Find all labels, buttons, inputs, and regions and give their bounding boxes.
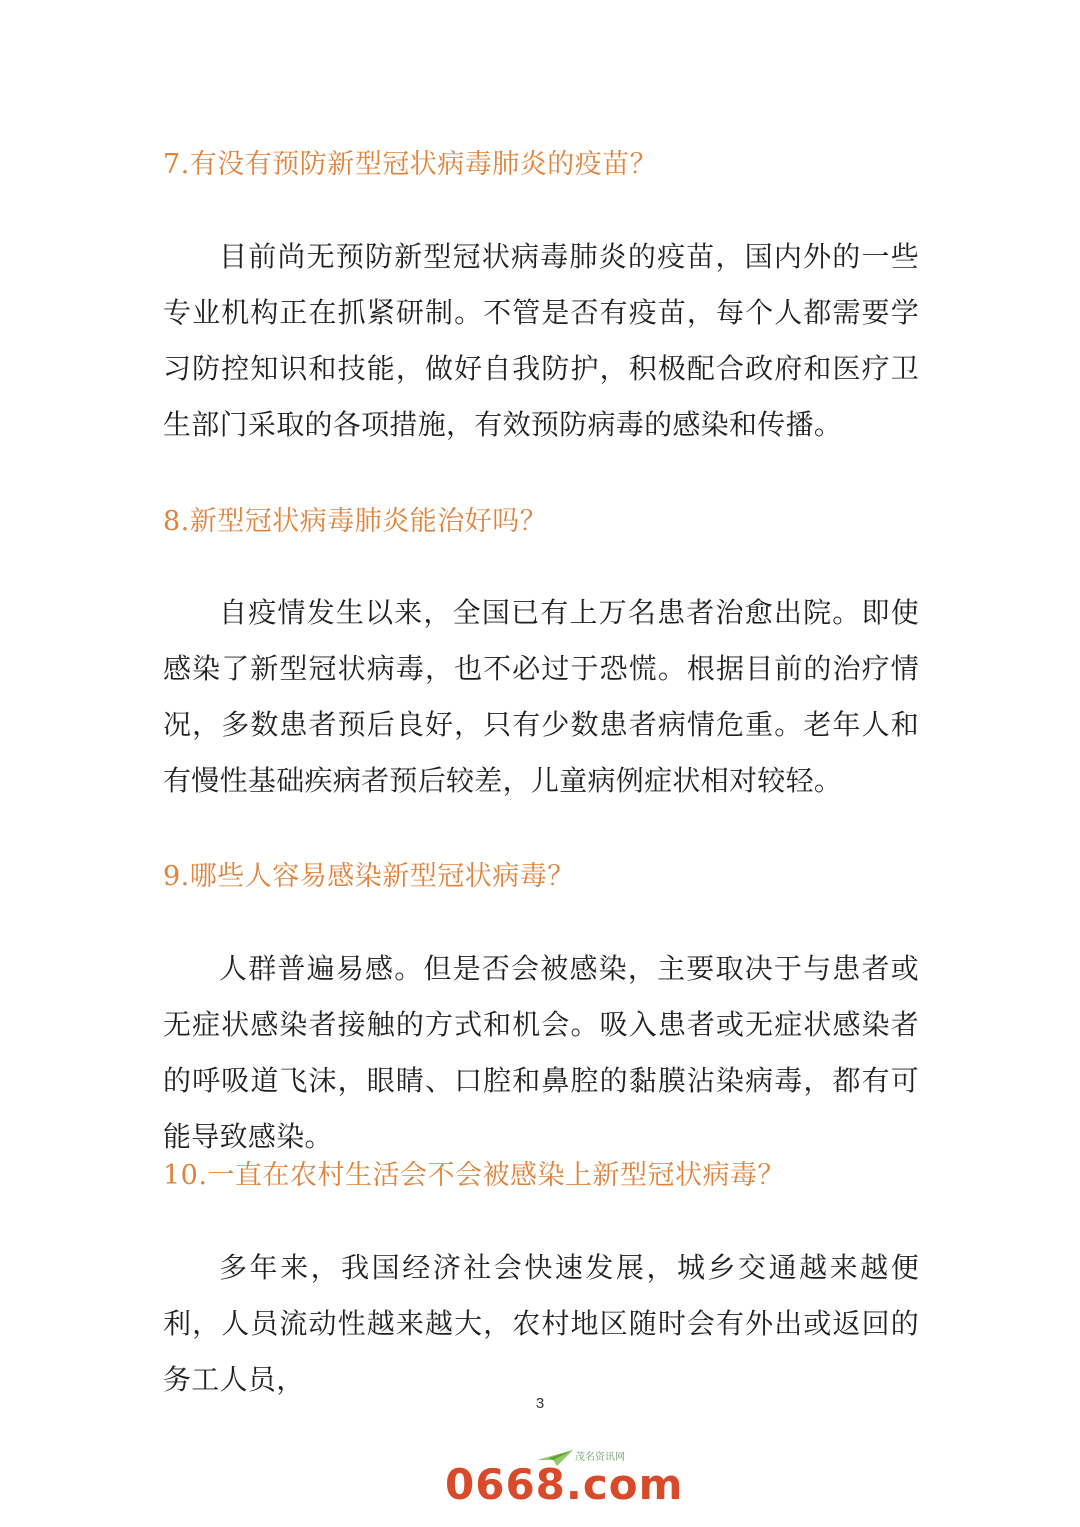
- section-heading-7: 7.有没有预防新型冠状病毒肺炎的疫苗？: [163, 149, 658, 180]
- section-heading-9: 9.哪些人容易感染新型冠状病毒？: [163, 861, 575, 892]
- page-number: 3: [535, 1395, 545, 1412]
- watermark-logo: [445, 1448, 684, 1518]
- watermark-text: 0668.com: [445, 1460, 684, 1509]
- section-body-8: 自疫情发生以来，全国已有上万名患者治愈出院。即使感染了新型冠状病毒，也不必过于恐慌。根据目前的治疗情况，多数患者预后良好，只有少数患者病情危重。老年人和有慢性基础疾病者预后较差，儿童病例症状相对较轻。: [163, 596, 919, 797]
- section-heading-8: 8.新型冠状病毒肺炎能治好吗？: [163, 506, 548, 537]
- section-body-7: 目前尚无预防新型冠状病毒肺炎的疫苗，国内外的一些专业机构正在抓紧研制。不管是否有疫苗，每个人都需要学习防控知识和技能，做好自我防护，积极配合政府和医疗卫生部门采取的各项措施，有效预防病毒的感染和传播。: [163, 240, 919, 441]
- section-body-10: 多年来，我国经济社会快速发展，城乡交通越来越便利，人员流动性越来越大，农村地区随时会有外出或返回的务工人员，: [163, 1251, 919, 1396]
- watermark-small-text: 茂名资讯网: [575, 1452, 625, 1463]
- section-heading-10: 10.一直在农村生活会不会被感染上新型冠状病毒？: [163, 1160, 785, 1191]
- section-body-9: 人群普遍易感。但是否会被感染，主要取决于与患者或无症状感染者接触的方式和机会。吸入患者或无症状感染者的呼吸道飞沫，眼睛、口腔和鼻腔的黏膜沾染病毒，都有可能导致感染。: [163, 952, 919, 1153]
